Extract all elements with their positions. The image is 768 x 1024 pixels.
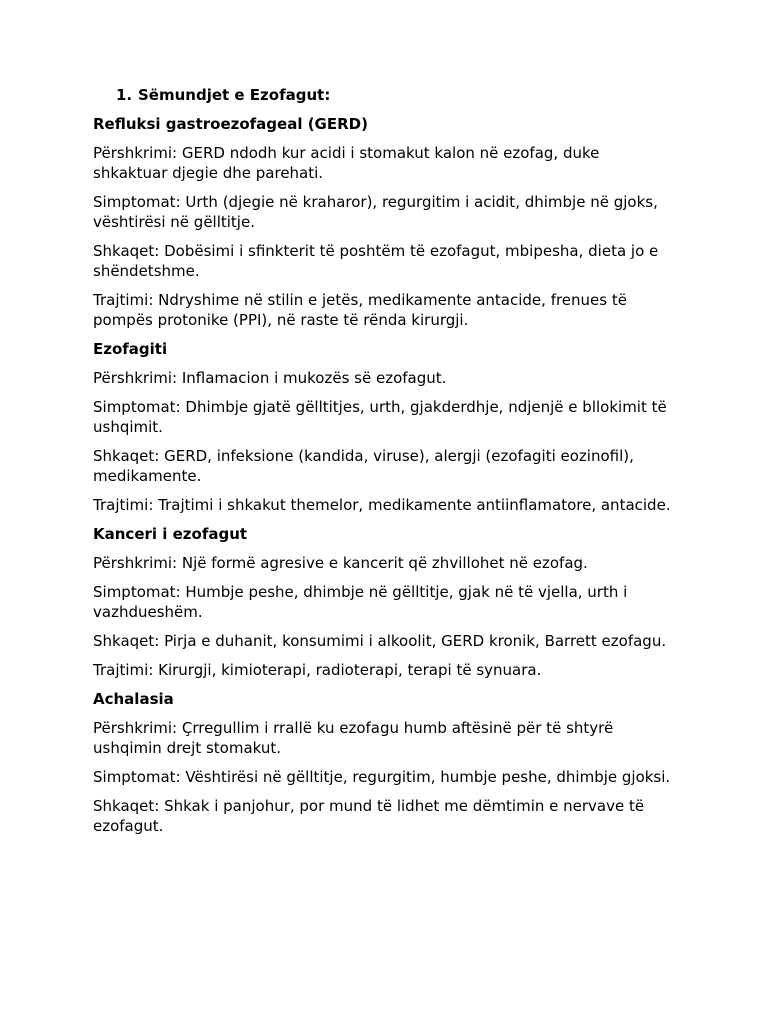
section-title: Ezofagiti — [93, 340, 168, 358]
list-number: 1. — [116, 86, 133, 104]
paragraph-description: Përshkrimi: Një formë agresive e kancerit që zhvillohet në ezofag. — [93, 554, 588, 572]
paragraph-description: Përshkrimi: Inflamacion i mukozës së ezofagut. — [93, 369, 447, 387]
section-achalasia — [93, 689, 673, 836]
section-gerd — [93, 114, 673, 330]
section-title: Kanceri i ezofagut — [93, 525, 248, 543]
paragraph-treatment: Trajtimi: Trajtimi i shkakut themelor, medikamente antiinflamatore, antacide. — [93, 496, 671, 514]
section-title: Achalasia — [93, 690, 174, 708]
paragraph-causes: Shkaqet: Dobësimi i sfinkterit të poshtëm të ezofagut, mbipesha, dieta jo e shëndetshme. — [93, 242, 659, 280]
chapter-heading — [116, 85, 673, 107]
section-title: Refluksi gastroezofageal (GERD) — [93, 115, 368, 133]
paragraph-symptoms: Simptomat: Vështirësi në gëlltitje, regurgitim, humbje peshe, dhimbje gjoksi. — [93, 768, 671, 786]
paragraph-symptoms: Simptomat: Humbje peshe, dhimbje në gëlltitje, gjak në të vjella, urth i vazhdueshëm. — [93, 583, 628, 621]
paragraph-causes: Shkaqet: Pirja e duhanit, konsumimi i alkoolit, GERD kronik, Barrett ezofagu. — [93, 632, 667, 650]
paragraph-symptoms: Simptomat: Urth (djegie në kraharor), regurgitim i acidit, dhimbje në gjoks, vështirësi në gëlltitje. — [93, 193, 658, 231]
paragraph-treatment: Trajtimi: Ndryshime në stilin e jetës, medikamente antacide, frenues të pompës protonike (PPI), në raste të rënda kirurgji. — [93, 291, 627, 329]
section-ezofagiti — [93, 339, 673, 515]
paragraph-treatment: Trajtimi: Kirurgji, kimioterapi, radioterapi, terapi të synuara. — [93, 661, 542, 679]
paragraph-causes: Shkaqet: GERD, infeksione (kandida, viruse), alergji (ezofagiti eozinofil), medikamente. — [93, 447, 634, 485]
paragraph-symptoms: Simptomat: Dhimbje gjatë gëlltitjes, urth, gjakderdhje, ndjenjë e bllokimit të ushqimit. — [93, 398, 667, 436]
chapter-title: Sëmundjet e Ezofagut: — [138, 86, 331, 104]
paragraph-description: Përshkrimi: GERD ndodh kur acidi i stomakut kalon në ezofag, duke shkaktuar djegie dhe parehati. — [93, 144, 600, 182]
section-kanceri — [93, 524, 673, 680]
document-page — [93, 85, 673, 845]
paragraph-description: Përshkrimi: Çrregullim i rrallë ku ezofagu humb aftësinë për të shtyrë ushqimin drejt stomakut. — [93, 719, 614, 757]
paragraph-causes: Shkaqet: Shkak i panjohur, por mund të lidhet me dëmtimin e nervave të ezofagut. — [93, 797, 645, 835]
